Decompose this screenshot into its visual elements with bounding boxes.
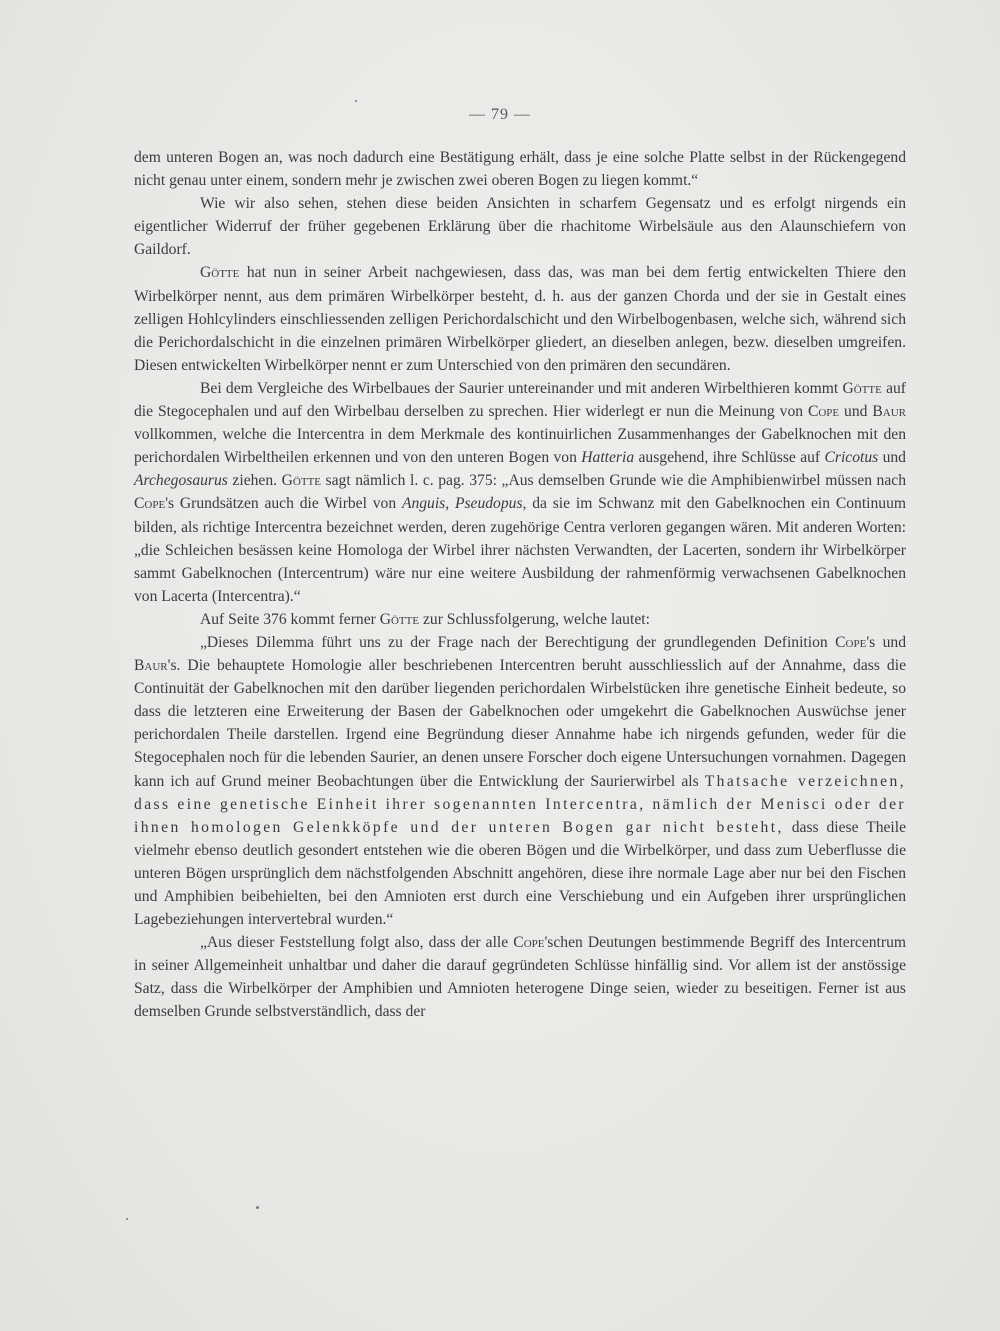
- taxon-name: Hatteria: [581, 449, 635, 467]
- paragraph: [134, 931, 906, 1023]
- taxon-name: Archegosaurus: [134, 472, 228, 490]
- text-run: 's und: [866, 633, 907, 651]
- text-run: Bei dem Vergleiche des Wirbelbaues der Saurier untereinander und mit anderen Wirbelthieren kommt: [200, 379, 843, 397]
- text-run: zur Schlussfolgerung, welche lautet:: [419, 610, 650, 628]
- paragraph: [134, 192, 906, 261]
- text-run: auf die Stegocephalen und auf den Wirbelbau derselben zu sprechen. Hier widerlegt er nun die Meinung von: [134, 379, 906, 421]
- scan-speck: [355, 100, 357, 102]
- author-name: Cope: [134, 495, 166, 513]
- paragraph: [134, 146, 906, 192]
- text-run: Wie wir also sehen, stehen diese beiden Ansichten in scharfem Gegensatz und es erfolgt nirgends ein eigentlicher Widerruf der früher gegebenen Erklärung über die rhachitome Wirbelsäule aus den Alaunschiefern von Gaildorf.: [134, 195, 906, 259]
- author-name: Götte: [379, 610, 420, 628]
- author-name: Cope: [513, 934, 545, 952]
- paragraph: [134, 261, 906, 376]
- text-run: vollkommen, welche die Intercentra in dem Merkmale des kontinuirlichen Zusammenhanges der Gabelknochen mit den perichordalen Wirbeltheilen erkennen und von den unteren Bogen von: [134, 426, 906, 467]
- taxon-name: Cricotus: [824, 449, 879, 467]
- author-name: Götte: [200, 264, 240, 282]
- text-run: hat nun in seiner Arbeit nachgewiesen, dass das, was man bei dem fertig entwickelten Thiere den Wirbelkörper nennt, aus dem primären Wirbelkörper besteht, d. h. aus der ganzen Chorda und der sie in Gestalt eines zelligen Hohlcylinders einschliessenden zelligen Perichordalschicht und den Wirbelbogenbasen, welche sich, während sich die Perichordalschicht in die einzelnen primären Wirbelkörper gliedert, an dieselben anlegen, bezw. dieselben umgreifen. Diesen entwickelten Wirbelkörper nennt er zum Unterschied von den primären den secundären.: [134, 264, 906, 374]
- page-number: — 79 —: [469, 106, 531, 123]
- text-run: dass diese Theile vielmehr ebenso deutlich gesondert entstehen wie die oberen Bögen und die Wirbelkörper, und dass zum Ueberflusse die unteren Bögen ursprünglich dem nächstfolgenden Abschnitt angehören, diese ihre normale Lage aber nur bei den Fischen und Amphibien beibehielten, bei den Amnioten erst durch eine Verschiebung und ein Aufgeben ihrer ursprünglichen Lagebeziehungen intervertebral wurden.“: [134, 818, 907, 929]
- author-name: Cope: [835, 633, 867, 651]
- text-run: 's Grundsätzen auch die Wirbel von: [165, 495, 402, 513]
- text-run: ausgehend, ihre Schlüsse auf: [634, 449, 825, 467]
- author-name: Baur: [134, 657, 168, 675]
- text-run: „Aus dieser Feststellung folgt also, dass der alle: [200, 934, 514, 952]
- text-run: dem unteren Bogen an, was noch dadurch eine Bestätigung erhält, dass je eine solche Platte selbst in der Rückengegend nicht genau unter einem, sondern mehr je zwischen zwei oberen Bogen zu liegen kommt.“: [134, 149, 906, 190]
- text-run: , da sie im Schwanz mit den Gabelknochen ein Continuum bilden, als richtige Intercentra bezeichnet werden, deren zugehörige Centra verloren gegangen wären. Mit anderen Worten: „die Schleichen besässen keine Homologa der Wirbel ihrer nächsten Verwandten, der Lacerten, sondern ihr Wirbelkörper sammt Gabelknochen (Intercentrum) wäre nur eine weitere Ausbildung der rahmenförmig verwachsenen Gabelknochen von Lacerta (Intercentra).“: [134, 495, 907, 605]
- author-name: Baur: [872, 403, 906, 421]
- paragraph: [134, 377, 906, 608]
- emphasized-text: Thatsache verzeichnen, dass eine genetische Einheit ihrer sogenannten Intercentra, nämlich der Menisci oder der ihnen homologen Gelenkköpfe und der unteren Bogen gar nicht besteht,: [134, 772, 906, 836]
- text-run: und: [839, 403, 873, 421]
- scan-speck: [126, 1218, 128, 1220]
- text-run: „Dieses Dilemma führt uns zu der Frage nach der Berechtigung der grundlegenden Definition: [200, 633, 836, 651]
- body-text: [134, 146, 906, 1024]
- taxon-name: Anguis, Pseudopus: [401, 495, 523, 513]
- scan-speck: [256, 1206, 259, 1209]
- text-run: sagt nämlich l. c. pag. 375: „Aus demselben Grunde wie die Amphibienwirbel müssen nach: [320, 472, 906, 490]
- paragraph: [134, 608, 906, 631]
- text-run: 'schen Deutungen bestimmende Begriff des Intercentrum in seiner Allgemeinheit unhaltbar und daher die darauf gegründeten Schlüsse hinfällig sind. Vor allem ist der anstössige Satz, dass die Wirbelkörper der Amphibien und Amnioten heterogene Dinge seien, wieder zu beseitigen. Ferner ist aus demselben Grunde selbstverständlich, dass der: [134, 934, 906, 1021]
- author-name: Cope: [807, 403, 840, 421]
- text-run: ziehen.: [227, 472, 282, 490]
- paragraph: [134, 631, 906, 931]
- text-run: Auf Seite 376 kommt ferner: [200, 610, 380, 628]
- text-run: 's. Die behauptete Homologie aller beschriebenen Intercentren beruht ausschliesslich auf der Annahme, dass die Continuität der Gabelknochen mit den darüber liegenden perichordalen Wirbelstücken ihre genetische Einheit bedeute, so dass die letzteren eine Erweiterung der Basen der Gabelknochen oder umgekehrt die Gabelknochen Auswüchse jener perichordalen Theile darstellen. Irgend eine Begründung dieser Annahme habe ich nirgends gefunden, weder für die Stegocephalen noch für die lebenden Saurier, an denen unsere Forscher doch eigene Untersuchungen vornahmen. Dagegen kann ich auf Grund meiner Beobachtungen über die Entwicklung der Saurierwirbel als: [134, 657, 906, 790]
- author-name: Götte: [281, 472, 321, 490]
- author-name: Götte: [842, 379, 882, 397]
- text-run: und: [878, 449, 906, 467]
